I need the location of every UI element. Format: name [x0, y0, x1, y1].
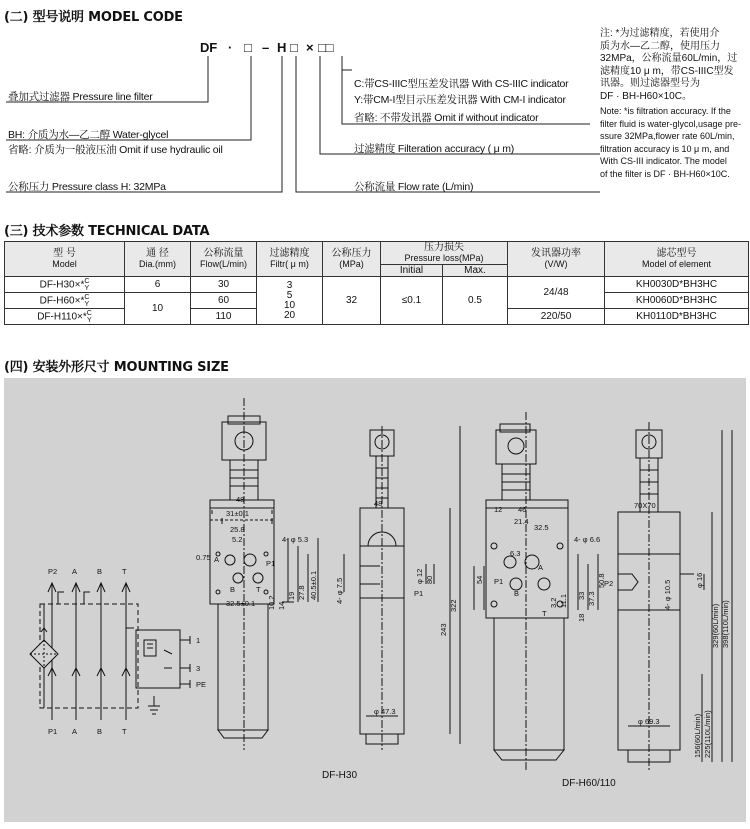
- label-b-h30: B: [230, 585, 236, 594]
- header-filtr: 过滤精度 Filtr( μ m): [257, 242, 323, 277]
- header-dia: 通 径 Dia.(mm): [125, 242, 191, 277]
- label-p2-side: P2: [604, 579, 614, 588]
- cell-max: 0.5: [443, 277, 508, 325]
- label-p1-h60: P1: [494, 577, 504, 586]
- code-box-accuracy-indicator: □□: [318, 40, 334, 55]
- label-a-h60: A: [538, 563, 544, 572]
- dim-50-8: 50.8: [597, 573, 606, 588]
- df-h30-front-view: [210, 398, 318, 750]
- terminal-pe: PE: [196, 680, 207, 689]
- dim-14: 14: [277, 601, 286, 610]
- dim-phi-69-3: φ 69.3: [638, 717, 660, 726]
- label-p1-side: P1: [414, 589, 424, 598]
- header-flow: 公称流量 Flow(L/min): [191, 242, 257, 277]
- dim-phi-16: φ 16: [695, 572, 704, 588]
- dim-225: 225(110L/min): [703, 710, 712, 758]
- note-en-line: Note: *is filtration accuracy. If the: [600, 106, 731, 116]
- dim-32-5-h60: 32.5: [534, 523, 549, 532]
- section-title-model-code: (二) 型号说明 MODEL CODE: [4, 10, 183, 25]
- code-box-medium: □: [244, 40, 252, 55]
- dim-80: 80: [425, 575, 434, 584]
- note-en-line: filter fluid is water-glycol,usage pre-: [600, 118, 742, 129]
- dim-40-5: 40.5±0.1: [309, 570, 318, 600]
- cell-flow: 30: [191, 277, 257, 293]
- label-b-h60: B: [514, 589, 520, 598]
- header-pressure-loss: 压力损失 Pressure loss(MPa): [381, 242, 508, 265]
- label-p1-h30: P1: [266, 559, 276, 568]
- cell-pressure: 32: [323, 277, 381, 325]
- dim-322: 322: [449, 599, 458, 612]
- dim-hole-7-5: 4- φ 7.5: [335, 577, 344, 604]
- dim-0-75: 0.75: [196, 553, 211, 562]
- cell-power: 24/48: [508, 277, 605, 309]
- label-t-h60: T: [542, 609, 547, 618]
- label-pressure-line-filter: 叠加式过滤器 Pressure line filter: [8, 91, 153, 103]
- terminal-3: 3: [196, 664, 201, 673]
- label-cm-i-indicator: Y:带CM-I型目示压差发讯器 With CM-I indicator: [354, 94, 566, 106]
- code-box-flow: □: [290, 40, 298, 55]
- cell-filtr: 3 5 10 20: [257, 277, 323, 325]
- code-df: DF: [200, 40, 217, 55]
- label-pressure-class: 公称压力 Pressure class H: 32MPa: [8, 181, 166, 193]
- hydraulic-schematic: [30, 583, 190, 720]
- section-title-technical-data: (三) 技术参数 TECHNICAL DATA: [4, 224, 210, 239]
- dim-phi-47-3: φ 47.3: [374, 707, 396, 716]
- cell-initial: ≤0.1: [381, 277, 443, 325]
- dim-5-2: 5.2: [232, 535, 243, 544]
- label-without-indicator: 省略: 不带发讯器 Omit if without indicator: [354, 112, 539, 124]
- note-en-line: ssure 32MPa,flower rate 60L/min,: [600, 131, 735, 141]
- table-header-row: [5, 242, 749, 265]
- mounting-drawing-panel: [4, 378, 746, 822]
- cell-element: KH0060D*BH3HC: [605, 293, 749, 309]
- code-times: ×: [306, 40, 314, 55]
- code-dot: ·: [228, 40, 233, 55]
- note-cn-line: 质为水—乙二醇，使用压力: [600, 40, 720, 52]
- note-cn-line: 32MPa，公称流量60L/min，过: [600, 53, 738, 64]
- dim-398: 398(110L/min): [721, 600, 730, 648]
- note-cn-line: DF · BH-H60×10C。: [600, 90, 692, 102]
- section-title-mounting-size: (四) 安装外形尺寸 MOUNTING SIZE: [4, 360, 229, 375]
- table-row: [5, 277, 749, 293]
- note-en-line: With CS-III indicator. The model: [600, 156, 727, 166]
- dim-6-3: 6.3: [510, 549, 521, 558]
- label-hydraulic-oil: 省略: 介质为一般液压油 Omit if use hydraulic oil: [8, 144, 223, 156]
- cell-element: KH0030D*BH3HC: [605, 277, 749, 293]
- dim-11-1: 11.1: [559, 593, 568, 608]
- dim-18: 18: [577, 613, 586, 622]
- dim-54: 54: [475, 575, 484, 584]
- label-a-h30: A: [214, 555, 220, 564]
- caption-df-h30: DF-H30: [322, 770, 358, 781]
- code-h: H: [277, 40, 287, 55]
- dim-10-2: 10.2: [267, 595, 276, 610]
- note-cn-line: 滤精度10 μ m，带CS-IIIC型发: [600, 65, 734, 77]
- dim-32-5: 32.5±0.1: [226, 599, 256, 608]
- dim-hole-6-6: 4- φ 6.6: [574, 535, 601, 544]
- dim-25-8: 25.8: [230, 525, 245, 534]
- dim-33: 33: [577, 591, 586, 600]
- df-h30-side-view: [344, 426, 460, 750]
- header-element: 滤芯型号 Model of element: [605, 242, 749, 277]
- port-label-p2: P2: [48, 567, 58, 576]
- dim-12: 12: [494, 505, 503, 514]
- note-cn-line: 注: *为过滤精度，若使用介: [600, 28, 720, 39]
- dim-37-3: 37.3: [587, 591, 596, 606]
- dim-31: 31±0.1: [226, 509, 249, 518]
- terminal-1: 1: [196, 636, 201, 645]
- cell-dia: 6: [125, 277, 191, 293]
- header-pressure: 公称压力 (MPa): [323, 242, 381, 277]
- dim-243: 243: [439, 623, 448, 636]
- label-filtration-accuracy: 过滤精度 Filteration accuracy ( μ m): [354, 143, 515, 155]
- header-initial: Initial: [381, 265, 443, 277]
- model-code-note: [600, 28, 750, 180]
- cell-flow: 60: [191, 293, 257, 309]
- dim-hole-10-5: 4- φ 10.5: [663, 579, 672, 610]
- dim-48: 48: [236, 495, 245, 504]
- label-t-h30: T: [256, 585, 261, 594]
- dim-hole-5-3: 4- φ 5.3: [282, 535, 309, 544]
- port-label-t-bottom: T: [122, 727, 127, 736]
- port-label-b: B: [97, 567, 103, 576]
- df-h60-side-view: [618, 422, 732, 772]
- label-cs-iiic-indicator: C:带CS-IIIC型压差发讯器 With CS-IIIC indicator: [354, 78, 569, 90]
- cell-model: DF-H60×*C Y: [5, 293, 125, 309]
- cell-power: 220/50: [508, 309, 605, 325]
- dim-27-8: 27.8: [297, 585, 306, 600]
- header-max: Max.: [443, 265, 508, 277]
- technical-data-table: [4, 241, 749, 325]
- note-en-line: of the filter is DF · BH-H60×10C.: [600, 168, 730, 179]
- label-water-glycol: BH: 介质为水—乙二醇 Water-glycel: [8, 129, 169, 141]
- header-power: 发讯器功率 (V/W): [508, 242, 605, 277]
- port-label-a-bottom: A: [72, 727, 78, 736]
- dim-phi-12: φ 12: [415, 568, 424, 584]
- dim-329: 329(60L/min): [711, 603, 720, 648]
- cell-model: DF-H110×*C Y: [5, 309, 125, 325]
- code-dash: –: [262, 40, 270, 55]
- dim-70x70: 70X70: [634, 501, 656, 510]
- port-label-a: A: [72, 567, 78, 576]
- port-label-t: T: [122, 567, 127, 576]
- port-label-p1: P1: [48, 727, 58, 736]
- header-model: 型 号 Model: [5, 242, 125, 277]
- mounting-drawing: [4, 378, 746, 822]
- label-flow-rate: 公称流量 Flow rate (L/min): [354, 181, 474, 193]
- dim-3-2: 3.2: [549, 597, 558, 608]
- dim-156: 156(60L/min): [693, 713, 702, 758]
- dim-46: 46: [518, 505, 527, 514]
- cell-model: DF-H30×*C Y: [5, 277, 125, 293]
- cell-element: KH0110D*BH3HC: [605, 309, 749, 325]
- dim-19: 19: [287, 591, 296, 600]
- dim-48-side: 48: [374, 499, 383, 508]
- dim-21-4: 21.4: [514, 517, 529, 526]
- note-cn-line: 讯器。则过滤器型号为: [600, 78, 700, 89]
- caption-df-h60-110: DF-H60/110: [562, 778, 616, 789]
- port-label-b-bottom: B: [97, 727, 103, 736]
- note-en-line: filtration accuracy is 10 μ m, and: [600, 143, 730, 154]
- cell-dia: 10: [125, 293, 191, 325]
- cell-flow: 110: [191, 309, 257, 325]
